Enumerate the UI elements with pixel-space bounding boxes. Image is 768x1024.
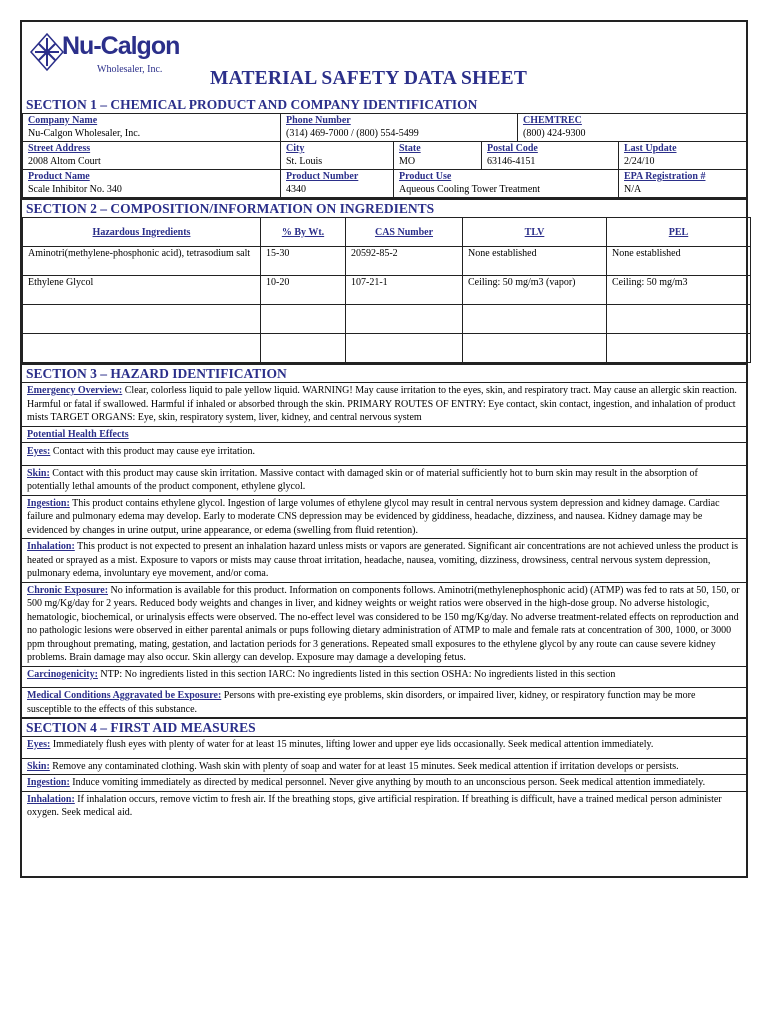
fa-skin-text: Remove any contaminated clothing. Wash skin with plenty of soap and water for at least 15 minutes. Seek medical attention if irritation develops or persists. <box>49 760 679 772</box>
pel-cell <box>607 334 751 363</box>
pel-cell <box>607 305 751 334</box>
company-name-cell <box>23 114 281 142</box>
section4-title: SECTION 4 – FIRST AID MEASURES <box>22 717 746 736</box>
ingestion-text: This product contains ethylene glycol. Ingestion of large volumes of ethylene glycol may result in central nervous system depression and kidney damage. Cardiac failure and pulmonary edema may develop. Early to moderate CNS depression may be evidenced by giddiness, headache, dizziness, and nausea. Kidney damage may be evidenced by changes in urine output, urine appearance, or edema (swelling from fluid retention). <box>27 497 720 536</box>
inhalation-label: Inhalation: <box>27 541 75 552</box>
eyes-label: Eyes: <box>27 446 51 457</box>
ingredient-cell <box>23 334 261 363</box>
product-use-label: Product Use <box>399 171 452 182</box>
ingredient-cell: Aminotri(methylene-phosphonic acid), tetrasodium salt <box>23 247 261 276</box>
street-value: 2008 Altom Court <box>28 156 101 167</box>
ingestion-label: Ingestion: <box>27 497 70 509</box>
emergency-label: Emergency Overview: <box>27 385 123 396</box>
aggravated-text: Persons with pre-existing eye problems, skin disorders, or impaired liver, kidney, or respiratory function may be more susceptible to the effects of this substance. <box>27 690 696 715</box>
hazard-block <box>22 382 746 717</box>
health-label: Potential Health Effects <box>27 428 129 440</box>
hazard-ingestion <box>22 496 746 540</box>
epa-value: N/A <box>624 184 642 195</box>
company-name-label: Company Name <box>28 115 98 126</box>
state-value: MO <box>399 156 416 167</box>
chemtrec-cell <box>518 114 747 142</box>
tlv-cell <box>463 334 607 363</box>
page-title: MATERIAL SAFETY DATA SHEET <box>210 68 528 89</box>
weight-cell: 15-30 <box>261 247 346 276</box>
product-name-value: Scale Inhibitor No. 340 <box>28 184 122 195</box>
ingredient-cell <box>23 305 261 334</box>
chemtrec-label: CHEMTREC <box>523 115 582 126</box>
product-use-value: Aqueous Cooling Tower Treatment <box>399 184 541 195</box>
logo-subtitle: Wholesaler, Inc. <box>97 64 163 75</box>
table-row <box>23 276 751 305</box>
table-row <box>23 305 751 334</box>
product-use-cell <box>394 170 619 198</box>
weight-cell <box>261 334 346 363</box>
phone-value: (314) 469-7000 / (800) 554-5499 <box>286 128 419 139</box>
street-label: Street Address <box>28 143 91 154</box>
emergency-overview <box>22 383 746 427</box>
snowflake-icon <box>29 32 65 72</box>
first-aid-eyes <box>22 737 746 759</box>
carcinogenicity-text: NTP: No ingredients listed in this section IARC: No ingredients listed in this section OSHA: No ingredients listed in this section <box>97 668 616 680</box>
street-cell <box>23 142 281 170</box>
document-header <box>22 22 746 96</box>
tlv-header: TLV <box>463 218 607 247</box>
skin-text: Contact with this product may cause skin irritation. Massive contact with damaged skin or of material sufficiently hot to burn skin may result in the absorption of potentially lethal amounts of the product component, ethylene glycol. <box>27 467 698 492</box>
postal-label: Postal Code <box>487 143 538 154</box>
section1-table <box>22 113 747 198</box>
ingredient-cell: Ethylene Glycol <box>23 276 261 305</box>
potential-health-effects <box>22 427 746 444</box>
chronic-label: Chronic Exposure: <box>27 584 109 596</box>
msds-sheet <box>20 20 748 878</box>
product-number-label: Product Number <box>286 171 359 182</box>
product-name-cell <box>23 170 281 198</box>
cas-cell <box>346 334 463 363</box>
fa-ingestion-label: Ingestion: <box>27 777 70 788</box>
pel-header: PEL <box>607 218 751 247</box>
eyes-text: Contact with this product may cause eye irritation. <box>50 446 256 457</box>
city-cell <box>281 142 394 170</box>
update-label: Last Update <box>624 143 677 154</box>
fa-eyes-label: Eyes: <box>27 739 51 750</box>
weight-cell <box>261 305 346 334</box>
table-row <box>23 334 751 363</box>
chronic-exposure <box>22 583 746 667</box>
company-logo <box>27 26 197 86</box>
chemtrec-value: (800) 424-9300 <box>523 128 586 139</box>
chronic-text: No information is available for this product. Information on components follows. Aminotri(methylenephosphonic acid) (ATMP) was fed to rats at 50, 150, or 500 mg/Kg/day for 2 years. Reduced body weights and changes in liver, and kidney weights or weight ratios were observed in the high-dose group. No adverse histologic, hematologic, biochemical, or urinalysis effects were observed. The no-effect level was considered to be 150 mg/Kg/day. No adverse treatment-related effects on reproduction and no pathologic lesions were observed in either parental animals or pups following dietary administration of ATMP to male and female rats at concentration of 300, 1000, or 3000 ppm throughout premating, mating, gestation, and lactation periods for 3 generations. Repeated small exposures to the ethylene glycol by any route can cause severe kidney problems. Brain damage may also occur. Skin allergy can develop. Exposure may damage a developing fetus. <box>27 584 740 663</box>
phone-label: Phone Number <box>286 115 351 126</box>
fa-skin-label: Skin: <box>27 760 50 772</box>
skin-label: Skin: <box>27 467 50 479</box>
tlv-cell: None established <box>463 247 607 276</box>
epa-cell <box>619 170 747 198</box>
city-value: St. Louis <box>286 156 323 167</box>
table-row <box>23 247 751 276</box>
cas-cell <box>346 305 463 334</box>
section3-title: SECTION 3 – HAZARD IDENTIFICATION <box>22 363 746 382</box>
tlv-cell: Ceiling: 50 mg/m3 (vapor) <box>463 276 607 305</box>
ingredients-table <box>22 217 751 363</box>
ingredients-header: Hazardous Ingredients <box>23 218 261 247</box>
emergency-text: Clear, colorless liquid to pale yellow liquid. WARNING! May cause irritation to the eyes, skin, and respiratory tract. May cause an allergic skin reaction. Harmful or fatal if swallowed. Harmful if inhaled or absorbed through the skin. PRIMARY ROUTES OF ENTRY: Eye contact, skin contact, ingestion, and inhalation of product mists TARGET ORGANS: Eye, skin, respiratory system, liver, kidney, and central nervous system <box>27 385 737 423</box>
cas-header: CAS Number <box>346 218 463 247</box>
fa-inhalation-text: If inhalation occurs, remove victim to fresh air. If the breathing stops, give artificial respiration. If breathing is difficult, have a trained medical person administer oxygen. Seek medical aid. <box>27 793 722 818</box>
section2-title: SECTION 2 – COMPOSITION/INFORMATION ON INGREDIENTS <box>22 198 746 217</box>
postal-cell <box>482 142 619 170</box>
product-number-value: 4340 <box>286 184 306 195</box>
cas-cell: 20592-85-2 <box>346 247 463 276</box>
weight-header: % By Wt. <box>261 218 346 247</box>
logo-brand: Nu-Calgon <box>62 32 180 60</box>
fa-eyes-text: Immediately flush eyes with plenty of water for at least 15 minutes, lifting lower and upper eye lids occasionally. Seek medical attention immediately. <box>50 739 654 750</box>
inhalation-text: This product is not expected to present an inhalation hazard unless mists or vapors are generated. Significant air concentrations are not achieved unless the product is heated or sprayed as a mist. Exposure to vapors or mists may cause throat irritation, headache, nausea, vomiting, dizziness, drowsiness, central nervous system depression, pulmonary edema, involuntary eye movement, and/or coma. <box>27 541 739 579</box>
carcinogenicity-label: Carcinogenicity: <box>27 668 98 680</box>
first-aid-block <box>22 736 746 821</box>
hazard-inhalation <box>22 539 746 583</box>
pel-cell: Ceiling: 50 mg/m3 <box>607 276 751 305</box>
product-name-label: Product Name <box>28 171 90 182</box>
city-label: City <box>286 143 305 154</box>
phone-cell <box>281 114 518 142</box>
cas-cell: 107-21-1 <box>346 276 463 305</box>
first-aid-inhalation <box>22 792 746 821</box>
epa-label: EPA Registration # <box>624 171 706 182</box>
postal-value: 63146-4151 <box>487 156 536 167</box>
state-label: State <box>399 143 421 154</box>
fa-inhalation-label: Inhalation: <box>27 793 75 805</box>
hazard-skin <box>22 466 746 496</box>
company-name-value: Nu-Calgon Wholesaler, Inc. <box>28 128 141 139</box>
pel-cell: None established <box>607 247 751 276</box>
aggravated-conditions <box>22 688 746 717</box>
carcinogenicity <box>22 667 746 689</box>
first-aid-skin <box>22 759 746 776</box>
section1-title: SECTION 1 – CHEMICAL PRODUCT AND COMPANY IDENTIFICATION <box>26 97 478 112</box>
product-number-cell <box>281 170 394 198</box>
state-cell <box>394 142 482 170</box>
hazard-eyes <box>22 443 746 466</box>
first-aid-ingestion <box>22 775 746 792</box>
update-cell <box>619 142 747 170</box>
aggravated-label: Medical Conditions Aggravated be Exposure: <box>27 690 222 701</box>
fa-ingestion-text: Induce vomiting immediately as directed by medical personnel. Never give anything by mouth to an unconscious person. Seek medical attention immediately. <box>69 777 706 788</box>
update-value: 2/24/10 <box>624 156 655 167</box>
tlv-cell <box>463 305 607 334</box>
weight-cell: 10-20 <box>261 276 346 305</box>
